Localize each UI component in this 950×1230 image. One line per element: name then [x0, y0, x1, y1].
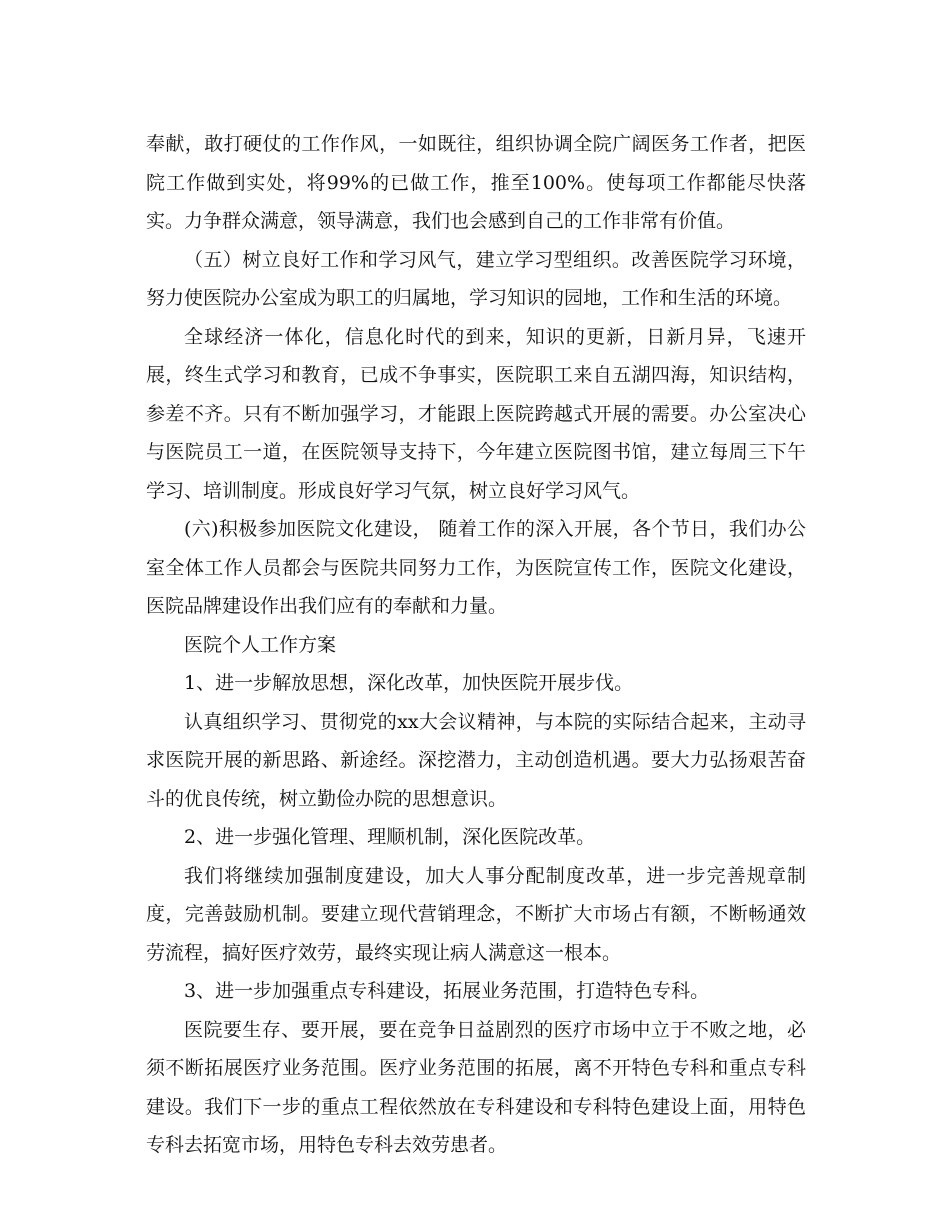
paragraph-section-6: (六)积极参加医院文化建设， 随着工作的深入开展，各个节日，我们办公室全体工作人员都会与医院共同努力工作，为医院宣传工作，医院文化建设，医院品牌建设作出我们应有的奉献和力量。 [146, 518, 806, 617]
section-heading-personal-plan: 医院个人工作方案 [184, 633, 337, 656]
paragraph-globalization: 全球经济一体化，信息化时代的到来，知识的更新，日新月异，飞速开展，终生式学习和教育，已成不争事实，医院职工来自五湖四海，知识结构，参差不齐。只有不断加强学习，才能跟上医院跨越式开展的需要。办公室决心与医院员工一道，在医院领导支持下，今年建立医院图书馆，建立每周三下午学习、培训制度。形成良好学习气氛，树立良好学习风气。 [146, 325, 806, 502]
paragraph-item-3: 医院要生存、要开展，要在竞争日益剧烈的医疗市场中立于不败之地，必须不断拓展医疗业务范围。医疗业务范围的拓展，离不开特色专科和重点专科建设。我们下一步的重点工程依然放在专科建设和专科特色建设上面，用特色专科去拓宽市场，用特色专科去效劳患者。 [146, 1018, 806, 1156]
list-heading-1: 1、进一步解放思想，深化改革，加快医院开展步伐。 [184, 672, 634, 694]
document-body [146, 125, 806, 1165]
paragraph-section-5: （五）树立良好工作和学习风气，建立学习型组织。改善医院学习环境，努力使医院办公室成为职工的归属地，学习知识的园地，工作和生活的环境。 [146, 248, 806, 309]
list-heading-3: 3、进一步加强重点专科建设，拓展业务范围，打造特色专科。 [184, 980, 710, 1002]
paragraph-item-1: 认真组织学习、贯彻党的xx大会议精神，与本院的实际结合起来，主动寻求医院开展的新思路、新途经。深挖潜力，主动创造机遇。要大力弘扬艰苦奋斗的优良传统，树立勤俭办院的思想意识。 [146, 710, 806, 810]
list-heading-2: 2、进一步强化管理、理顺机制，深化医院改革。 [184, 826, 596, 848]
paragraph-item-2: 我们将继续加强制度建设，加大人事分配制度改革，进一步完善规章制度，完善鼓励机制。要建立现代营销理念，不断扩大市场占有额，不断畅通效劳流程，搞好医疗效劳，最终实现让病人满意这一根本。 [146, 864, 806, 964]
paragraph-continuation: 奉献，敢打硬仗的工作作风，一如既往，组织协调全院广阔医务工作者，把医院工作做到实处，将99%的已做工作，推至100%。使每项工作都能尽快落实。力争群众满意，领导满意，我们也会感到自己的工作非常有价值。 [146, 133, 806, 232]
